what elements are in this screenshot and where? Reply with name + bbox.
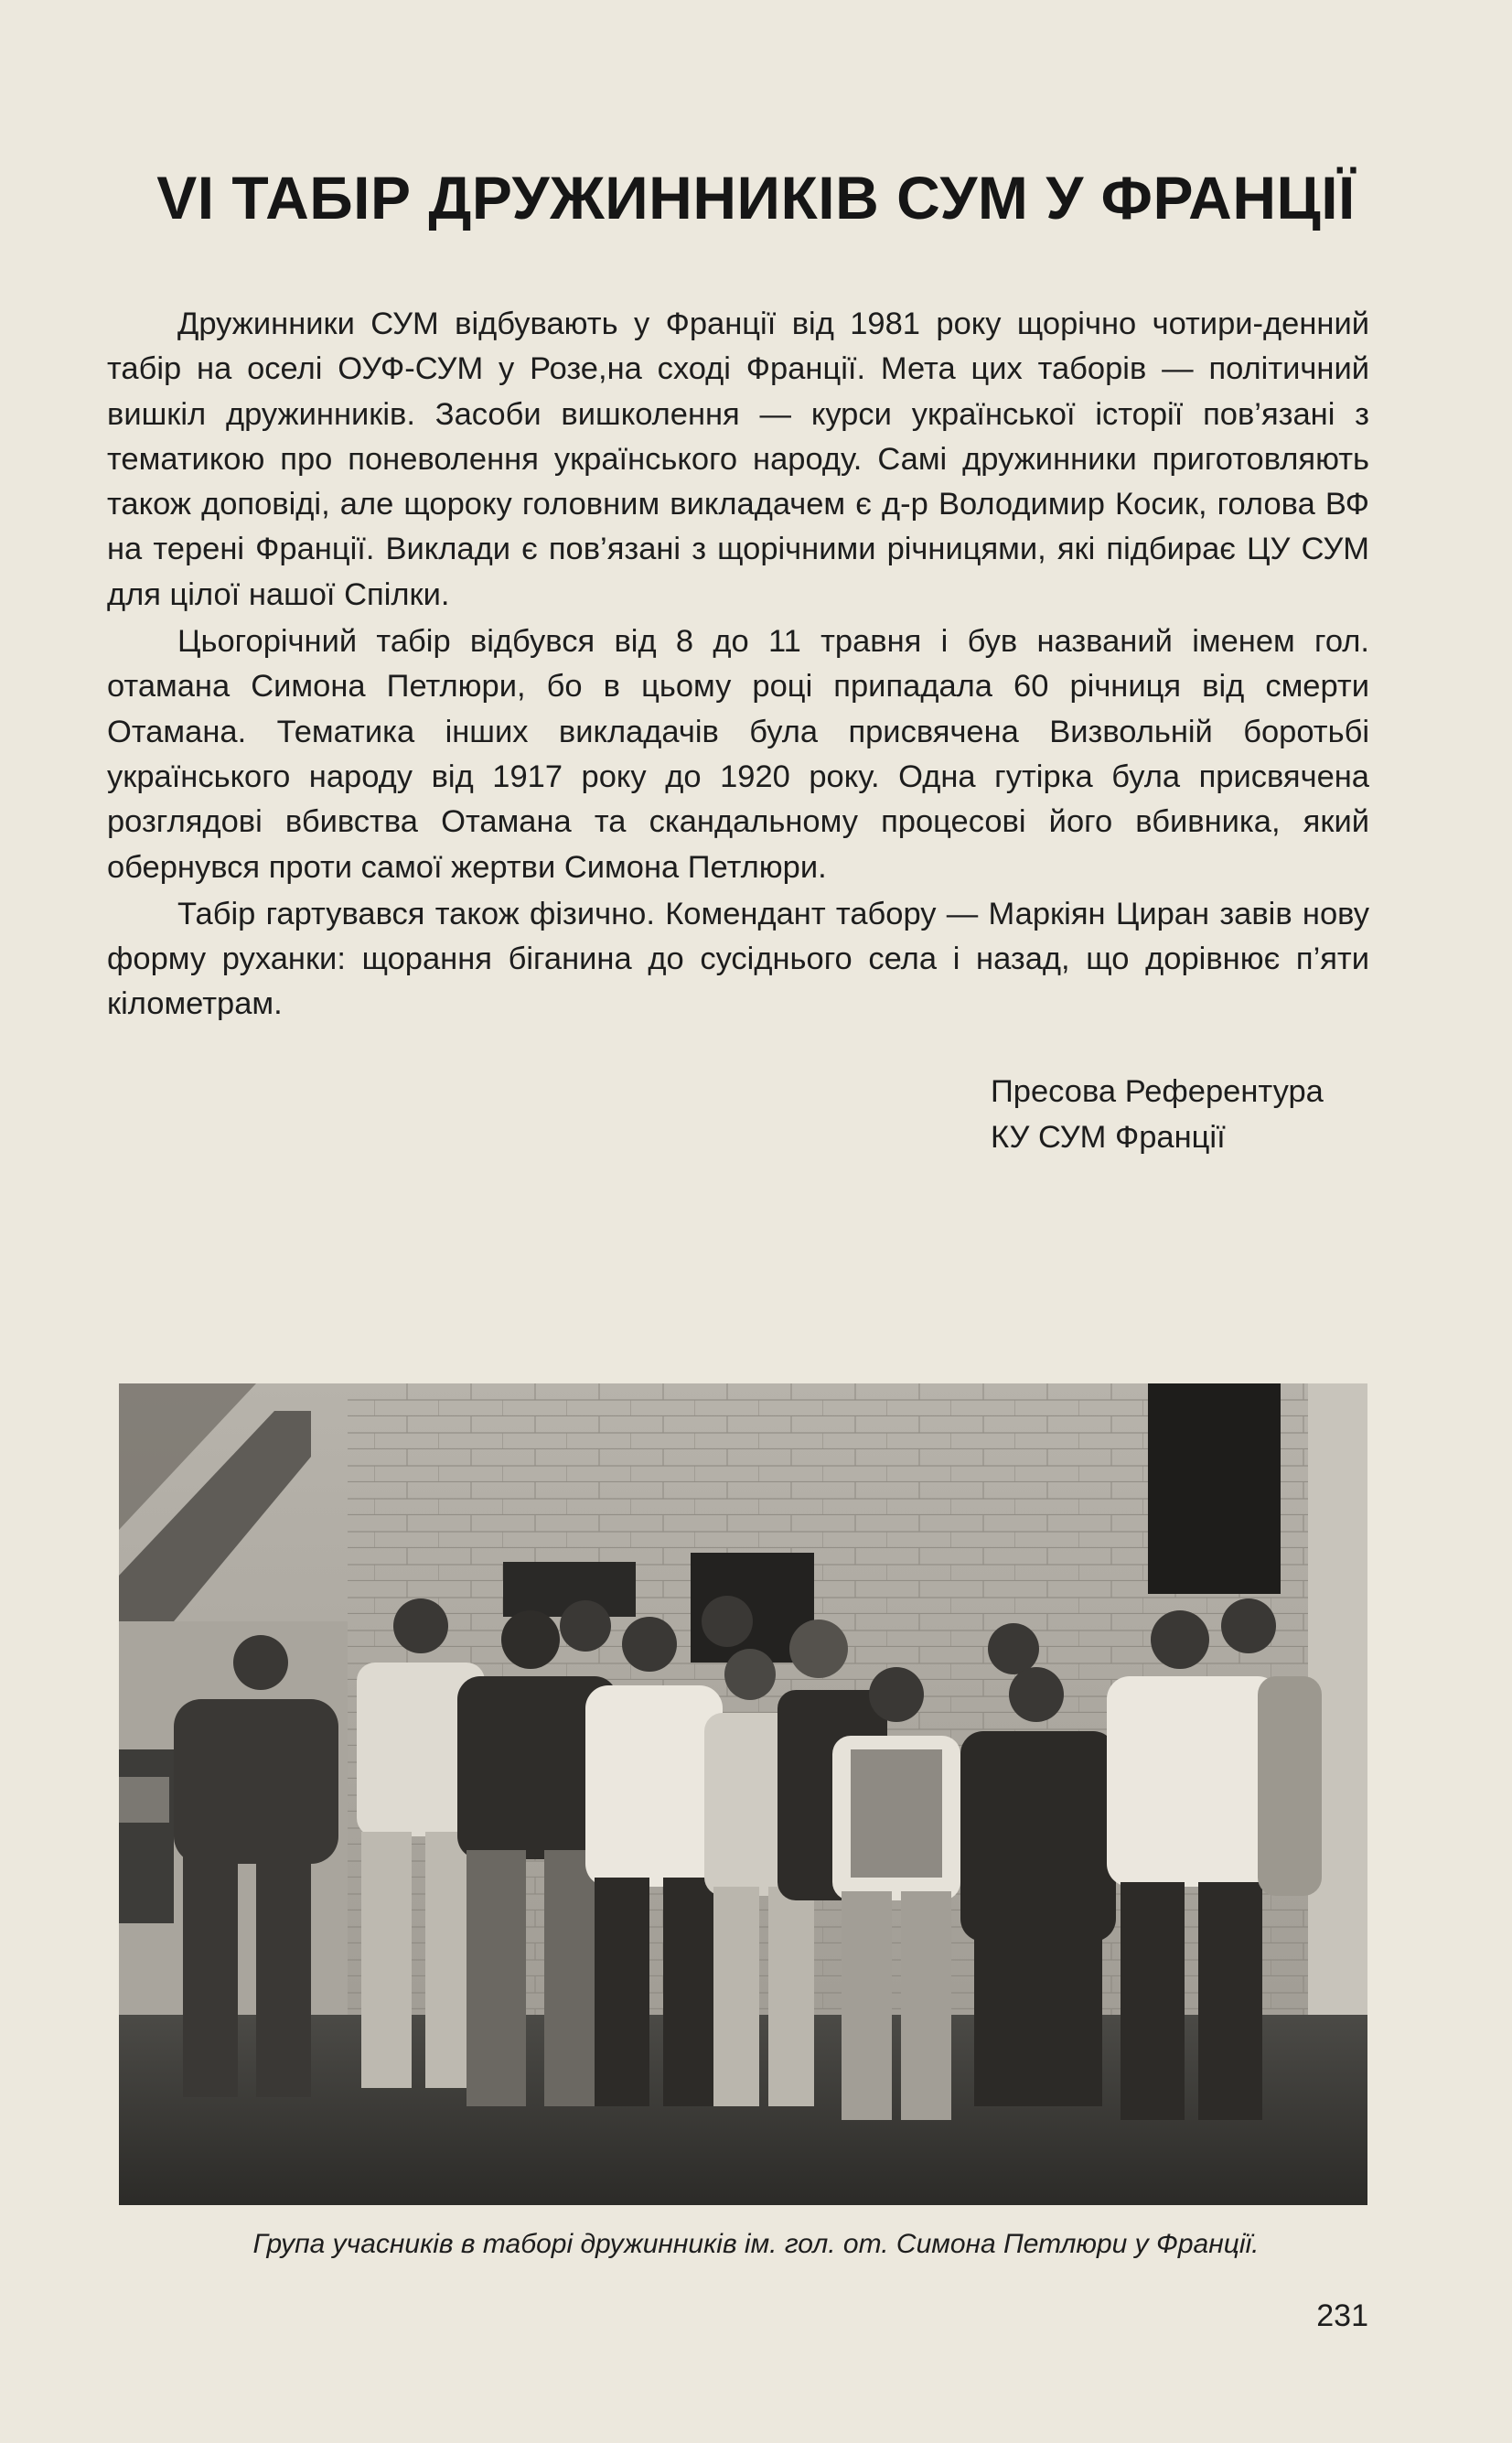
photo-caption: Група учасників в таборі дружинників ім. гол. от. Симона Петлюри у Франції.	[252, 2229, 1260, 2259]
signature-line-2: КУ СУМ Франції	[991, 1120, 1226, 1155]
paragraph-2: Цьогорічний табір відбувся від 8 до 11 травня і був названий іменем гол. отамана Симона Петлюри, бо в цьому році припадала 60 річниця від смерти Отамана. Тематика інших викладачів була присвячена Визвольній боротьбі українського народу від 1917 року до 1920 року. Одна гутірка була присвячена розглядові вбивства Отамана та скандальному процесові його вбивника, який обернувся проти самої жертви Симона Петлюри.	[107, 624, 1369, 885]
article-body	[107, 302, 1369, 1029]
group-photo-icon	[119, 1383, 1367, 2205]
paragraph-1: Дружинники СУМ відбувають у Франції від 1981 року щорічно чотири-денний табір на оселі ОУФ-СУМ у Розе,на сході Франції. Мета цих таборів — політичний вишкіл дружинників. Засоби вишколення — курси української історії пов’язані з тематикою про поневолення українського народу. Самі дружинники приготовляють також доповіді, але щороку головним викладачем є д-р Володимир Косик, голова ВФ на терені Франції. Виклади є пов’язані з щорічними річницями, які підбирає ЦУ СУМ для цілої нашої Спілки.	[107, 307, 1369, 612]
page-number: 231	[1316, 2298, 1368, 2333]
page-title: VI ТАБІР ДРУЖИННИКІВ СУМ У ФРАНЦІЇ	[156, 164, 1356, 231]
signature-line-1: Пресова Референтура	[991, 1074, 1324, 1109]
paragraph-3: Табір гартувався також фізично. Комендант табору — Маркіян Циран завів нову форму руханки: щорання біганина до сусіднього села і назад, що дорівнює п’яти кілометрам.	[107, 896, 1369, 1022]
group-photo	[119, 1383, 1367, 2205]
signature	[991, 1069, 1324, 1160]
